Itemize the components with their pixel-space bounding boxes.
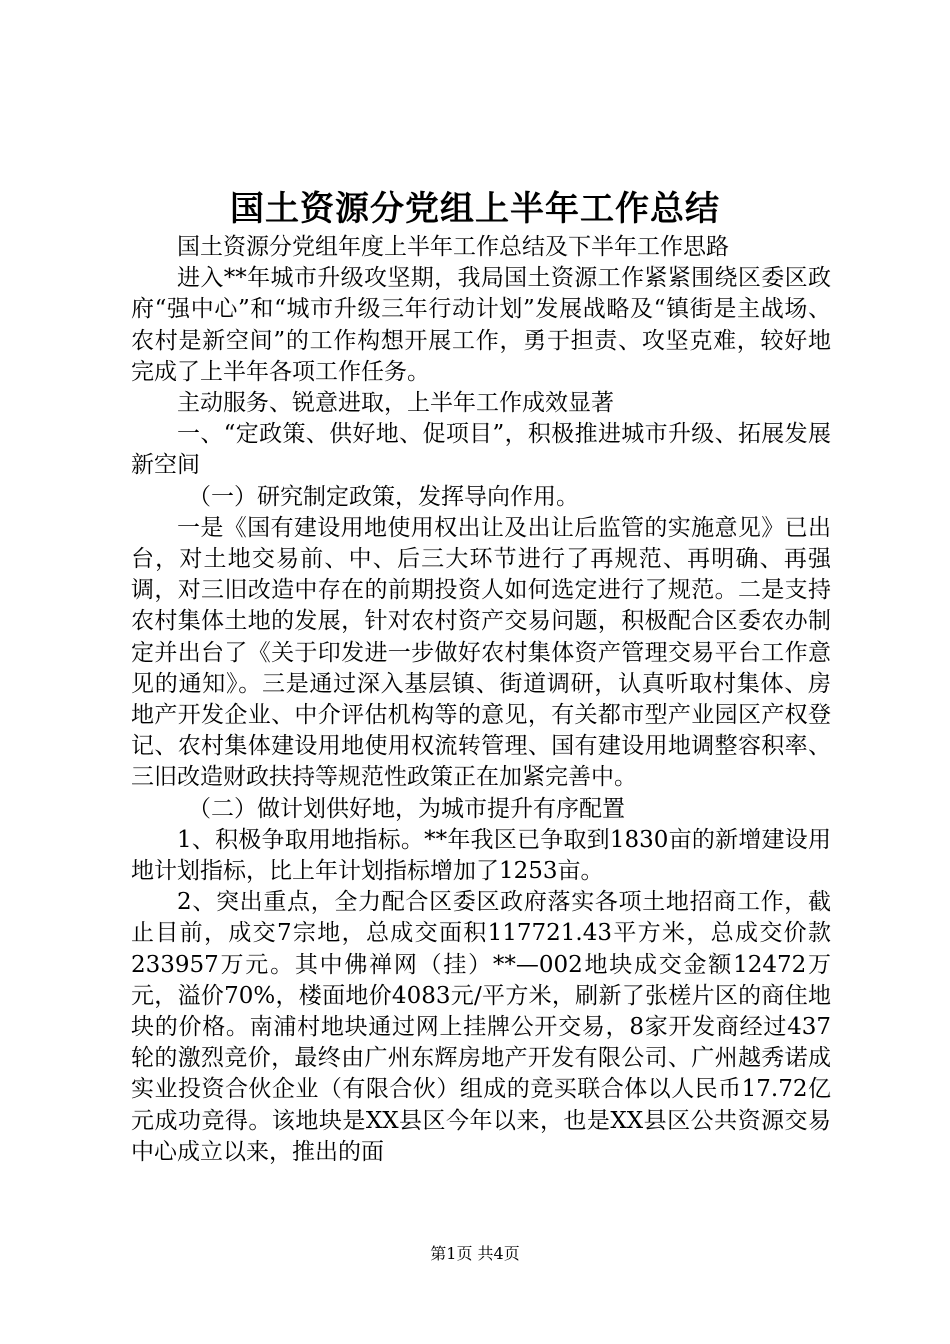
- page-footer: 第1页 共4页: [430, 1244, 520, 1263]
- paragraph-policy-details: 一是《国有建设用地使用权出让及出让后监管的实施意见》已出台，对土地交易前、中、后三大环节进行了再规范、再明确、再强调，对三旧改造中存在的前期投资人如何选定进行了规范。二是支持农村集体土地的发展，针对农村资产交易问题，积极配合区委农办制定并出台了《关于印发进一步做好农村集体资产管理交易平台工作意见的通知》。三是通过深入基层镇、街道调研，认真听取村集体、房地产开发企业、中介评估机构等的意见，有关都市型产业园区产权登记、农村集体建设用地使用权流转管理、国有建设用地调整容积率、三旧改造财政扶持等规范性政策正在加紧完善中。: [131, 514, 831, 791]
- paragraph-heading-achievements: 主动服务、锐意进取，上半年工作成效显著: [177, 390, 614, 417]
- paragraph-land-transactions: 2、突出重点，全力配合区委区政府落实各项土地招商工作，截止目前，成交7宗地，总成交面积117721.43平方米，总成交价款233957万元。其中佛禅网（挂）**—002地块成交金额12472万元，溢价70%，楼面地价4083元/平方米，刷新了张槎片区的商住地块的价格。南浦村地块通过网上挂牌公开交易，8家开发商经过437轮的激烈竞价，最终由广州东辉房地产开发有限公司、广州越秀诺成实业投资合伙企业（有限合伙）组成的竞买联合体以人民币17.72亿元成功竞得。该地块是XX县区今年以来，也是XX县区公共资源交易中心成立以来，推出的面: [131, 889, 831, 1165]
- paragraph-land-quota: 1、积极争取用地指标。**年我区已争取到1830亩的新增建设用地计划指标，比上年计划指标增加了1253亩。: [131, 826, 831, 885]
- paragraph-heading-subsection-2: （二）做计划供好地，为城市提升有序配置: [188, 795, 625, 822]
- document-title: 国土资源分党组上半年工作总结: [230, 189, 720, 229]
- document-body: [131, 232, 831, 1168]
- paragraph-intro: 进入**年城市升级攻坚期，我局国土资源工作紧紧围绕区委区政府“强中心”和“城市升级三年行动计划”发展战略及“镇街是主战场、农村是新空间”的工作构想开展工作，勇于担责、攻坚克难，较好地完成了上半年各项工作任务。: [131, 265, 831, 385]
- paragraph-heading-subsection-1: （一）研究制定政策，发挥导向作用。: [188, 483, 579, 510]
- paragraph-subtitle: 国土资源分党组年度上半年工作总结及下半年工作思路: [177, 234, 729, 260]
- paragraph-heading-section-1: 一、“定政策、供好地、促项目”，积极推进城市升级、拓展发展新空间: [131, 421, 831, 479]
